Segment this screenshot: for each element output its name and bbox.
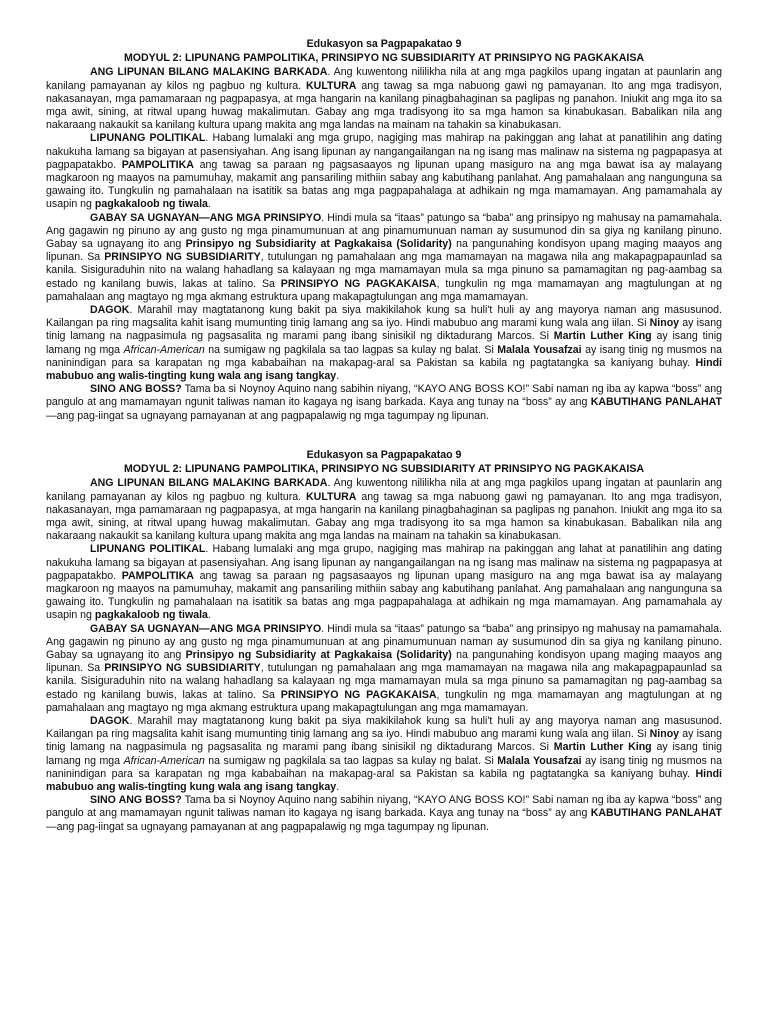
paragraph-sino-ang-boss (46, 794, 722, 834)
keyword-pampolitika: PAMPOLITIKA (121, 158, 194, 171)
keyword-malala: Malala Yousafzai (497, 754, 582, 767)
keyword-prinsipyo-pagkakaisa: PRINSIPYO NG PAGKAKAISA (280, 277, 437, 290)
paragraph-text: . Ang kuwentong nililikha nila at ang mga pagkilos upang ingatan at paunlarin ang kanilang pamayanan ay kilos ng pagbuo ng kultura. (46, 66, 722, 92)
paragraph-text: ay isang tinig ng musmos na naninindigan para sa karapatan ng mga kababaihan na makapag-aral sa Pakistan sa kabila ng pagtatangka sa kaniyang buhay. (46, 754, 723, 780)
paragraph-lipunan-barkada (46, 477, 722, 543)
paragraph-text: . Marahil may magtatanong kung bakit pa siya makikilahok kung sa huli't huli ay ang mayorya naman ang masusunod. Kailangan pa ring magsalita kahit isang mumunting tinig lamang ang sa iyo. Hindi mabubuo ang marami kung wala ang iilan. Si (46, 304, 722, 330)
paragraph-text: na sumigaw ng pagkilala sa tao lagpas sa kulay ng balat. Si (204, 343, 498, 356)
module-heading: MODYUL 2: LIPUNANG PAMPOLITIKA, PRINSIPYO NG SUBSIDIARITY AT PRINSIPYO NG PAGKAKAISA (123, 52, 645, 65)
keyword-tiwala: pagkakaloob ng tiwala (94, 609, 208, 622)
paragraph-text: . (336, 370, 340, 383)
paragraph-text: Tama ba si Noynoy Aquino nang sabihin niyang, “KAYO ANG BOSS KO!” Sabi naman ng iba ay kapwa “boss” ang pangulo at ang mamamayan ngunit taliwas naman ito kagaya ng isang barkada. Kaya ang tunay na “boss” ay ang (46, 383, 722, 409)
paragraph-text: . (207, 198, 211, 211)
keyword-martin-luther-king: Martin Luther King (553, 330, 652, 343)
paragraph-text: ay isang tinig lamang na nagpasimula ng pagsasalita ng marami pang ibang sinisikil ng diktadurang Marcos. Si (46, 728, 722, 754)
paragraph-lead: DAGOK (90, 714, 130, 727)
paragraph-text: , tungkulin ng mga mamamayan ang magtulungan at ng pamahalaan ang magtayo ng mga akmang estruktura upang makapagtulungan ang mga mamamayan. (46, 277, 722, 303)
paragraph-text: ay isang tinig ng musmos na naninindigan para sa karapatan ng mga kababaihan na makapag-aral sa Pakistan sa kabila ng pagtatangka sa kaniyang buhay. (46, 343, 723, 369)
paragraph-text: . Hindi mula sa “itaas” patungo sa “baba” ang prinsipyo ng mahusay na pamamahala. Ang gagawin ng pinuno ay ang gusto ng mga pinamumunuan at ang pinamumunuan naman ay susumunod din sa giya ng kanilang pinuno. Gabay sa ugnayang ito ang (46, 211, 722, 251)
paragraph-lead: SINO ANG BOSS? (90, 383, 182, 396)
paragraph-text: ang tawag sa mga nabuong gawi ng pamayanan. Ito ang mga tradisyon, nakasanayan, mga pamamaraan ng pagpapasya, at mga hangarin na kanilang pinagbahaginan sa paglipas ng panahon. Iniukit ang mga ito sa mga awit, sining, at ritwal upang huwag makalimutan. Gabay ang mga tradisyong ito sa mga hamon sa kinabukasan. Babalikan nila ang nakaraang nakaukit sa kanilang kultura upang makita ang mga landas na mainam na tahakin sa kinabukasan. (46, 79, 722, 132)
document-section-1 (46, 38, 722, 423)
paragraph-text: , tutulungan ng pamahalaan ang mga mamamayan na magawa nila ang makapagpapaunlad sa kanila. Sisiguraduhin nito na walang hahadlang sa kalayaan ng mga mamamayan mula sa mga pinuno sa pamamagitan ng pag-aambag sa estado ng kanilang buwis, lakas at talino. Sa (46, 251, 722, 290)
paragraph-gabay-ugnayan (46, 212, 722, 304)
paragraph-text: . Habang lumalaki ang mga grupo, nagiging mas mahirap na pakinggan ang lahat at panatilihin ang dating nakukuha lamang sa bigayan at pasensiyahan. Ang isang lipunan ay nangangailangan na ng isang mas malinaw na sistema ng pagpapasya at pagpapatakbo. (46, 543, 722, 582)
keyword-prinsipyo-subsidiarity: PRINSIPYO NG SUBSIDIARITY (104, 251, 261, 264)
paragraph-lead: ANG LIPUNAN BILANG MALAKING BARKADA (90, 66, 328, 79)
paragraph-text: ay isang tinig lamang ng mga (46, 330, 723, 356)
paragraph-lead: LIPUNANG POLITIKAL (90, 132, 206, 145)
keyword-tiwala: pagkakaloob ng tiwala (94, 198, 208, 211)
paragraph-text: . Hindi mula sa “itaas” patungo sa “baba” ang prinsipyo ng mahusay na pamamahala. Ang gagawin ng pinuno ay ang gusto ng mga pinamumunuan at ang pinamumunuan naman ay susumunod din sa giya ng kanilang pinuno. Gabay sa ugnayang ito ang (46, 622, 722, 661)
paragraph-text: na sumigaw ng pagkilala sa tao lagpas sa kulay ng balat. Si (204, 754, 498, 767)
paragraph-text: ang tawag sa mga nabuong gawi ng pamayanan. Ito ang mga tradisyon, nakasanayan, mga pamamaraan ng pagpapasya, at mga hangarin na kanilang pinagbahaginan sa paglipas ng panahon. Iniukit ang mga ito sa mga awit, sining, at ritwal upang huwag makalimutan. Gabay ang mga tradisyong ito sa mga hamon sa kinabukasan. Babalikan nila ang nakaraang nakaukit sa kanilang kultura upang makita ang mga landas na mainam na tahakin sa kinabukasan. (46, 490, 722, 543)
paragraph-text: ay isang tinig lamang ng mga (46, 741, 723, 767)
paragraph-lead: ANG LIPUNAN BILANG MALAKING BARKADA (90, 477, 328, 490)
document-title: Edukasyon sa Pagpapakatao 9 (306, 38, 462, 50)
document-title: Edukasyon sa Pagpapakatao 9 (306, 448, 462, 461)
keyword-subsidiarity-solidarity: Prinsipyo ng Subsidiarity at Pagkakaisa (Solidarity) (185, 238, 452, 251)
paragraph-lead: SINO ANG BOSS? (90, 794, 182, 807)
paragraph-text: na pangunahing kondisyon upang maging maayos ang lipunan. Sa (46, 238, 722, 264)
paragraph-sino-ang-boss (46, 383, 722, 423)
paragraph-text: na pangunahing kondisyon upang maging maayos ang lipunan. Sa (46, 648, 722, 675)
keyword-malala: Malala Yousafzai (497, 343, 582, 356)
paragraph-dagok (46, 715, 722, 794)
paragraph-gabay-ugnayan (46, 623, 722, 715)
module-heading: MODYUL 2: LIPUNANG PAMPOLITIKA, PRINSIPYO NG SUBSIDIARITY AT PRINSIPYO NG PAGKAKAISA (123, 463, 645, 476)
keyword-kultura: KULTURA (306, 490, 357, 503)
paragraph-lead: GABAY SA UGNAYAN—ANG MGA PRINSIPYO (90, 622, 322, 635)
paragraph-lead: GABAY SA UGNAYAN—ANG MGA PRINSIPYO (90, 211, 322, 224)
paragraph-text: , tungkulin ng mga mamamayan ang magtulungan at ng pamahalaan ang magtayo ng mga akmang estruktura upang makapagtulungan ang mga mamamayan. (46, 688, 722, 714)
keyword-walis-tingting: Hindi mabubuo ang walis-tingting kung wala ang isang tangkay (46, 356, 722, 383)
keyword-walis-tingting: Hindi mabubuo ang walis-tingting kung wala ang isang tangkay (46, 767, 722, 793)
paragraph-lead: DAGOK (90, 304, 130, 317)
paragraph-text: . (336, 780, 340, 793)
keyword-martin-luther-king: Martin Luther King (553, 741, 652, 754)
paragraph-dagok (46, 304, 722, 383)
keyword-ninoy: Ninoy (649, 728, 680, 741)
paragraph-text: . Marahil may magtatanong kung bakit pa siya makikilahok kung sa huli't huli ay ang mayorya naman ang masusunod. Kailangan pa ring magsalita kahit isang mumunting tinig lamang ang sa iyo. Hindi mabubuo ang marami kung wala ang iilan. Si (46, 714, 722, 741)
paragraph-text: ang tawag sa paraan ng pagsasaayos ng lipunan upang masiguro na ang mga bawat isa ay malayang magkaroon ng maayos na pamumuhay, makamit ang pansariling mithiin sabay ang kabutihang panlahat. Ang pamahalaan ang nangunguna sa gawaing ito. Tungkulin ng pamahalaan na isatitik sa batas ang mga pagpapahalaga at adhikain ng mga mamamayan. Ang pamamahala ay usapin ng (46, 158, 722, 211)
keyword-subsidiarity-solidarity: Prinsipyo ng Subsidiarity at Pagkakaisa (Solidarity) (185, 648, 452, 661)
paragraph-text: Tama ba si Noynoy Aquino nang sabihin niyang, “KAYO ANG BOSS KO!” Sabi naman ng iba ay kapwa “boss” ang pangulo at ang mamamayan ngunit taliwas naman ito kagaya ng isang barkada. Kaya ang tunay na “boss” ay ang (46, 794, 722, 820)
keyword-prinsipyo-pagkakaisa: PRINSIPYO NG PAGKAKAISA (280, 688, 437, 701)
keyword-african-american: African-American (123, 343, 205, 356)
paragraph-text: —ang pag-iingat sa ugnayang pamayanan at ang pagpapalawig ng mga tagumpay ng lipunan. (46, 820, 489, 833)
paragraph-text: . (207, 609, 211, 622)
paragraph-lipunan-barkada (46, 66, 722, 132)
keyword-kabutihang-panlahat: KABUTIHANG PANLAHAT (590, 396, 722, 409)
keyword-kultura: KULTURA (306, 79, 357, 92)
paragraph-lipunang-politikal (46, 132, 722, 211)
keyword-pampolitika: PAMPOLITIKA (121, 569, 194, 582)
paragraph-text: , tutulungan ng pamahalaan ang mga mamamayan na magawa nila ang makapagpapaunlad sa kanila. Sisiguraduhin nito na walang hahadlang sa kalayaan ng mga mamamayan mula sa mga pinuno sa pamamagitan ng pag-aambag sa estado ng kanilang buwis, lakas at talino. Sa (46, 662, 722, 701)
keyword-prinsipyo-subsidiarity: PRINSIPYO NG SUBSIDIARITY (104, 662, 261, 675)
paragraph-text: —ang pag-iingat sa ugnayang pamayanan at ang pagpapalawig ng mga tagumpay ng lipunan. (46, 409, 489, 422)
paragraph-text: ang tawag sa paraan ng pagsasaayos ng lipunan upang masiguro na ang mga bawat isa ay malayang magkaroon ng maayos na pamumuhay, makamit ang pansariling mithiin sabay ang kabutihang panlahat. Ang pamahalaan ang nangunguna sa gawaing ito. Tungkulin ng pamahalaan na isatitik sa batas ang mga pagpapahalaga at adhikain ng mga mamamayan. Ang pamamahala ay usapin ng (46, 569, 722, 622)
paragraph-text: ay isang tinig lamang na nagpasimula ng pagsasalita ng marami pang ibang sinisikil ng diktadurang Marcos. Si (46, 317, 722, 343)
keyword-kabutihang-panlahat: KABUTIHANG PANLAHAT (590, 807, 722, 820)
paragraph-text: . Ang kuwentong nililikha nila at ang mga pagkilos upang ingatan at paunlarin ang kanilang pamayanan ay kilos ng pagbuo ng kultura. (46, 477, 722, 503)
document-section-2 (46, 449, 722, 834)
keyword-african-american: African-American (123, 754, 205, 767)
paragraph-lipunang-politikal (46, 543, 722, 622)
keyword-ninoy: Ninoy (649, 317, 680, 330)
paragraph-text: . Habang lumalaki ang mga grupo, nagiging mas mahirap na pakinggan ang lahat at panatilihin ang dating nakukuha lamang sa bigayan at pasensiyahan. Ang isang lipunan ay nangangailangan na ng isang mas malinaw na sistema ng pagpapasya at pagpapatakbo. (46, 132, 722, 171)
paragraph-lead: LIPUNANG POLITIKAL (90, 543, 206, 556)
